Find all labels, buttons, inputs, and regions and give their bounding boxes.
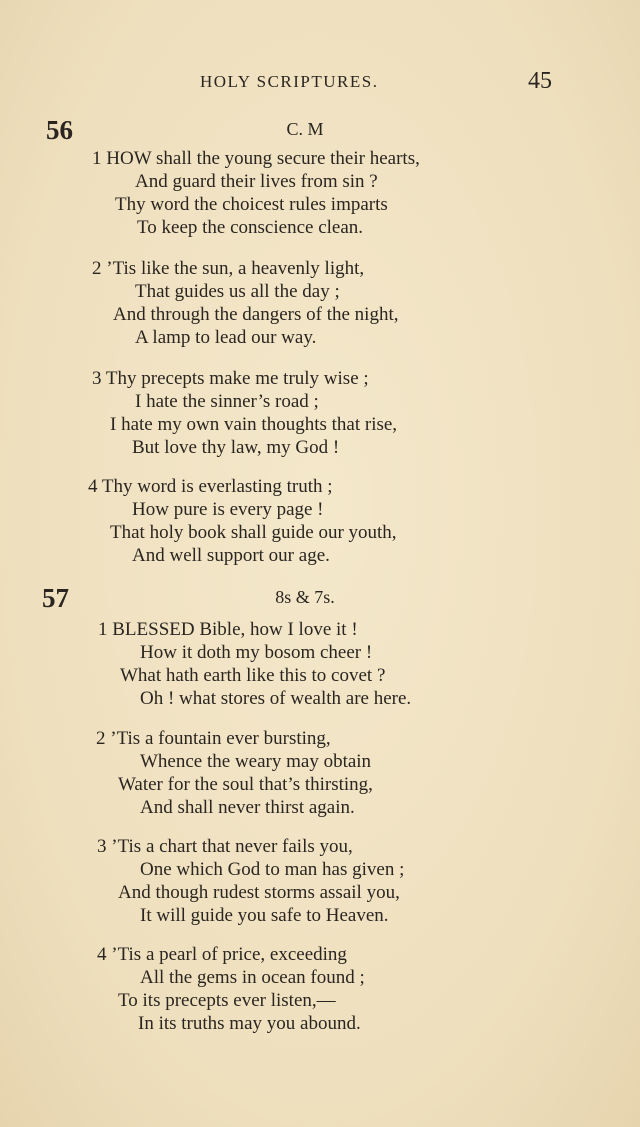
verse-line: 1 BLESSED Bible, how I love it ! [98,619,358,640]
verse-line: That guides us all the day ; [135,281,340,302]
verse-line: I hate my own vain thoughts that rise, [110,414,398,435]
verse-line: Water for the soul that’s thirsting, [118,774,373,795]
verse-line: All the gems in ocean found ; [140,967,365,988]
verse-line: That holy book shall guide our youth, [110,522,397,543]
verse-line: And through the dangers of the night, [113,304,399,325]
verse-line: How pure is every page ! [132,499,324,520]
verse-line: Thy word the choicest rules imparts [115,194,388,215]
verse-line: To its precepts ever listen,— [118,990,336,1011]
verse-line: One which God to man has given ; [140,859,405,880]
verse-line: 4 Thy word is everlasting truth ; [88,476,333,497]
verse-line: Whence the weary may obtain [140,751,372,772]
verse-line: And guard their lives from sin ? [135,171,378,192]
verse-line: 3 Thy precepts make me truly wise ; [92,368,369,389]
hymn-number: 56 [46,115,73,145]
page-number: 45 [528,68,552,94]
verse-line: 3 ’Tis a chart that never fails you, [97,836,353,857]
verse-line: 4 ’Tis a pearl of price, exceeding [97,944,347,965]
verse-line: In its truths may you abound. [138,1013,361,1034]
verse-line: Oh ! what stores of wealth are here. [140,688,412,709]
verse-line: And shall never thirst again. [140,797,355,818]
verse-line: To keep the conscience clean. [137,217,364,238]
running-head [0,70,640,100]
verse-line: It will guide you safe to Heaven. [140,905,389,926]
verse-line: 2 ’Tis a fountain ever bursting, [96,728,331,749]
verse-line: But love thy law, my God ! [132,437,340,458]
verse-line: And though rudest storms assail you, [118,882,400,903]
hymn-meter: 8s & 7s. [275,587,335,607]
running-title: HOLY SCRIPTURES. [200,72,379,91]
verse-line: 1 HOW shall the young secure their hearts, [92,148,420,169]
verse-line: How it doth my bosom cheer ! [140,642,373,663]
verse-line: A lamp to lead our way. [135,327,317,348]
verse-line: And well support our age. [132,545,330,566]
hymn-number: 57 [42,583,69,613]
verse-line: 2 ’Tis like the sun, a heavenly light, [92,258,365,279]
hymn-meter: C. M [286,119,324,139]
verse-line: What hath earth like this to covet ? [120,665,386,686]
verse-line: I hate the sinner’s road ; [135,391,319,412]
